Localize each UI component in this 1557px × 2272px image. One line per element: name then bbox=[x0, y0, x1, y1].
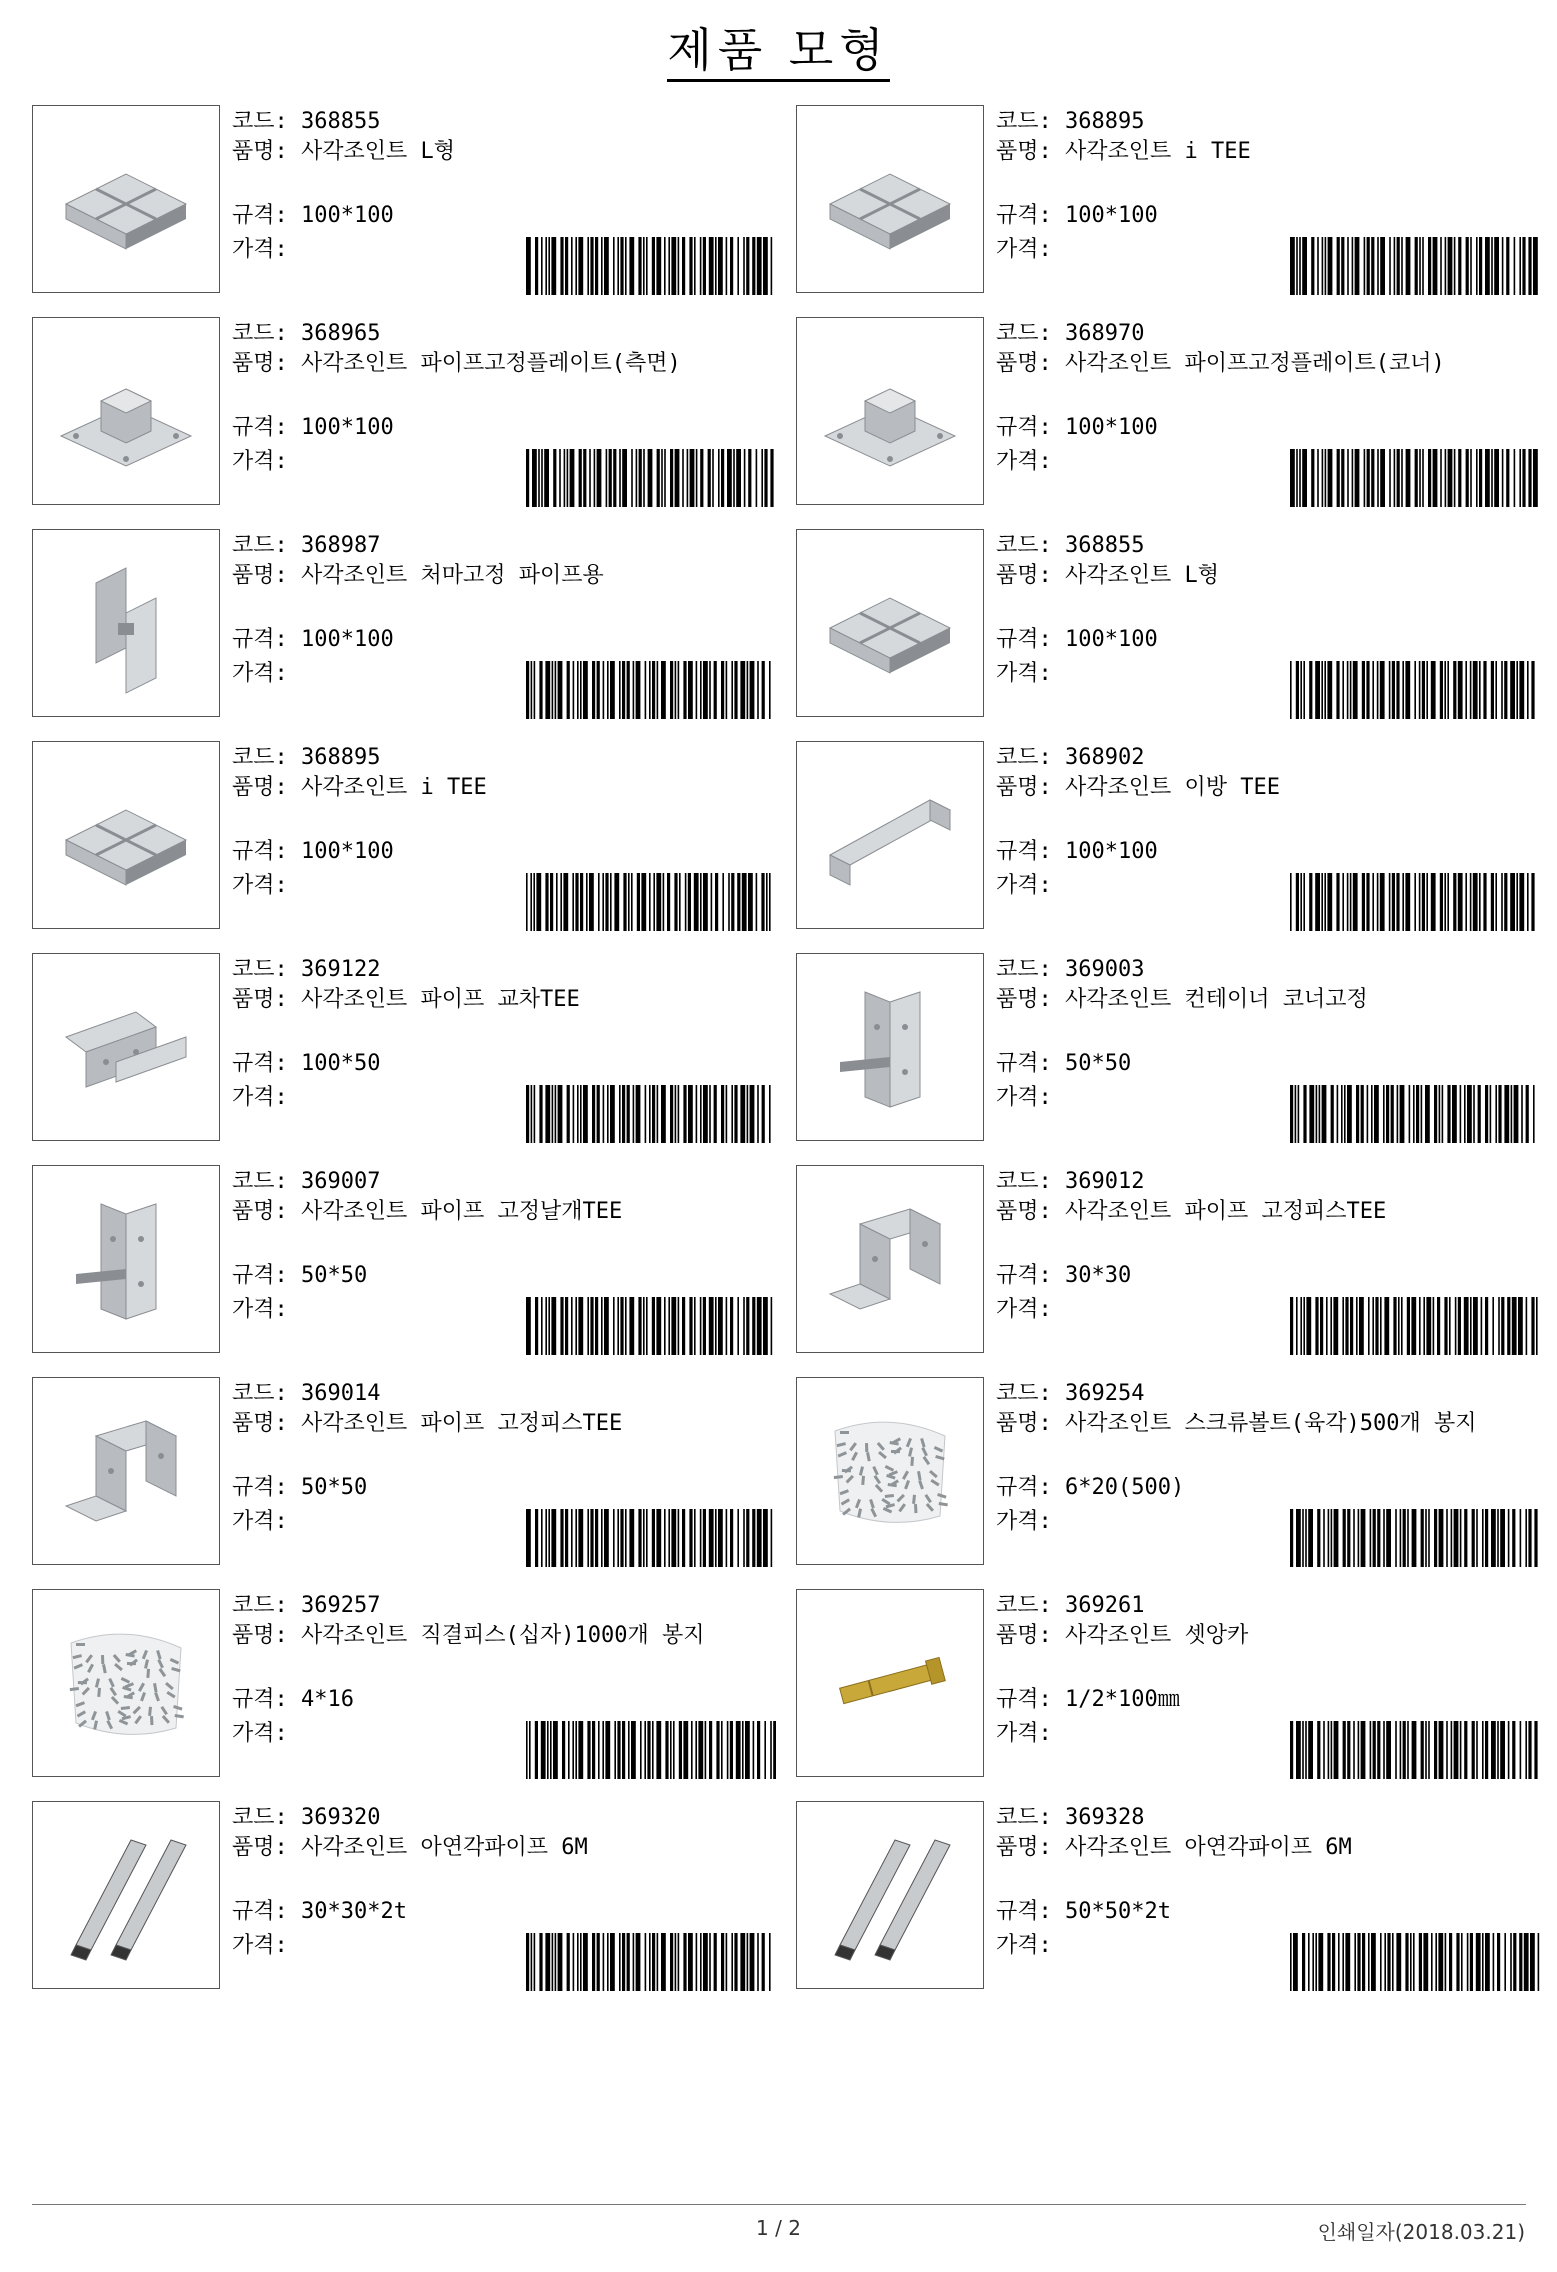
product-spec: 규격: 100*100 bbox=[232, 839, 394, 864]
product-spec: 규격: 30*30 bbox=[996, 1263, 1132, 1288]
product-name: 품명: 사각조인트 아연각파이프 6M bbox=[232, 1835, 588, 1860]
product-image bbox=[32, 317, 220, 505]
product-name: 품명: 사각조인트 파이프고정플레이트(측면) bbox=[232, 351, 681, 376]
product-code: 코드: 369003 bbox=[996, 957, 1145, 982]
product-card bbox=[796, 1589, 1541, 1779]
product-name: 품명: 사각조인트 파이프 교차TEE bbox=[232, 987, 580, 1012]
anchor-bolt-icon bbox=[810, 1603, 970, 1763]
product-spec: 규격: 100*50 bbox=[232, 1051, 381, 1076]
product-price: 가격: bbox=[232, 1297, 288, 1322]
l-joint-icon bbox=[46, 119, 206, 279]
square-pipe-icon bbox=[46, 1815, 206, 1975]
u-bracket-icon bbox=[46, 1391, 206, 1551]
product-image bbox=[32, 741, 220, 929]
product-code: 코드: 369261 bbox=[996, 1593, 1145, 1618]
product-card bbox=[32, 953, 777, 1143]
product-card bbox=[32, 529, 777, 719]
product-code: 코드: 368855 bbox=[232, 109, 381, 134]
barcode bbox=[1290, 237, 1540, 295]
barcode bbox=[526, 1721, 776, 1779]
product-name: 품명: 사각조인트 직결피스(십자)1000개 봉지 bbox=[232, 1623, 705, 1648]
product-image bbox=[32, 1165, 220, 1353]
product-price: 가격: bbox=[996, 661, 1052, 686]
product-name: 품명: 사각조인트 처마고정 파이프용 bbox=[232, 563, 604, 588]
product-image bbox=[796, 741, 984, 929]
product-card bbox=[796, 953, 1541, 1143]
product-name: 품명: 사각조인트 아연각파이프 6M bbox=[996, 1835, 1352, 1860]
barcode bbox=[1290, 1509, 1540, 1567]
barcode bbox=[1290, 661, 1540, 719]
plate-side-icon bbox=[46, 331, 206, 491]
barcode bbox=[526, 449, 776, 507]
product-name: 품명: 사각조인트 i TEE bbox=[996, 139, 1251, 164]
product-price: 가격: bbox=[996, 1933, 1052, 1958]
product-code: 코드: 368855 bbox=[996, 533, 1145, 558]
page-title: 제품 모형 bbox=[0, 14, 1557, 80]
product-card bbox=[796, 105, 1541, 295]
product-image bbox=[796, 317, 984, 505]
product-code: 코드: 369007 bbox=[232, 1169, 381, 1194]
product-image bbox=[796, 953, 984, 1141]
product-image bbox=[32, 1589, 220, 1777]
product-code: 코드: 369254 bbox=[996, 1381, 1145, 1406]
product-card bbox=[796, 1377, 1541, 1567]
product-price: 가격: bbox=[232, 1721, 288, 1746]
product-spec: 규격: 6*20(500) bbox=[996, 1475, 1185, 1500]
product-card bbox=[796, 741, 1541, 931]
product-name: 품명: 사각조인트 L형 bbox=[232, 139, 456, 164]
product-spec: 규격: 100*100 bbox=[232, 203, 394, 228]
product-code: 코드: 368895 bbox=[232, 745, 381, 770]
product-card bbox=[796, 1165, 1541, 1355]
product-name: 품명: 사각조인트 L형 bbox=[996, 563, 1220, 588]
product-price: 가격: bbox=[996, 1721, 1052, 1746]
product-spec: 규격: 100*100 bbox=[996, 203, 1158, 228]
product-code: 코드: 369320 bbox=[232, 1805, 381, 1830]
product-spec: 규격: 50*50 bbox=[996, 1051, 1132, 1076]
product-image bbox=[32, 1377, 220, 1565]
product-card bbox=[32, 317, 777, 507]
product-image bbox=[32, 953, 220, 1141]
product-card bbox=[32, 1801, 777, 1991]
product-code: 코드: 368902 bbox=[996, 745, 1145, 770]
square-pipe-icon bbox=[810, 1815, 970, 1975]
product-name: 품명: 사각조인트 i TEE bbox=[232, 775, 487, 800]
screw-bag-icon bbox=[810, 1391, 970, 1551]
product-name: 품명: 사각조인트 파이프 고정피스TEE bbox=[996, 1199, 1387, 1224]
product-spec: 규격: 4*16 bbox=[232, 1687, 354, 1712]
product-price: 가격: bbox=[232, 1085, 288, 1110]
barcode bbox=[526, 1933, 776, 1991]
barcode bbox=[526, 873, 776, 931]
product-card bbox=[32, 1589, 777, 1779]
barcode bbox=[526, 1085, 776, 1143]
product-price: 가격: bbox=[232, 1933, 288, 1958]
product-card bbox=[32, 1165, 777, 1355]
product-price: 가격: bbox=[996, 1297, 1052, 1322]
product-code: 코드: 369257 bbox=[232, 1593, 381, 1618]
product-spec: 규격: 100*100 bbox=[996, 839, 1158, 864]
product-image bbox=[796, 1165, 984, 1353]
product-code: 코드: 369122 bbox=[232, 957, 381, 982]
product-name: 품명: 사각조인트 이방 TEE bbox=[996, 775, 1280, 800]
product-spec: 규격: 1/2*100㎜ bbox=[996, 1687, 1180, 1712]
product-code: 코드: 369328 bbox=[996, 1805, 1145, 1830]
product-price: 가격: bbox=[232, 237, 288, 262]
product-name: 품명: 사각조인트 파이프 고정날개TEE bbox=[232, 1199, 623, 1224]
footer-divider bbox=[32, 2204, 1526, 2205]
product-spec: 규격: 50*50*2t bbox=[996, 1899, 1171, 1924]
product-price: 가격: bbox=[996, 449, 1052, 474]
product-code: 코드: 369014 bbox=[232, 1381, 381, 1406]
eave-bracket-icon bbox=[46, 543, 206, 703]
screw-bag-icon bbox=[46, 1603, 206, 1763]
product-image bbox=[32, 529, 220, 717]
container-corner-icon bbox=[810, 967, 970, 1127]
product-name: 품명: 사각조인트 파이프 고정피스TEE bbox=[232, 1411, 623, 1436]
u-bracket-icon bbox=[810, 1179, 970, 1339]
two-way-tee-icon bbox=[810, 755, 970, 915]
product-price: 가격: bbox=[996, 1509, 1052, 1534]
product-card bbox=[32, 105, 777, 295]
product-card bbox=[796, 317, 1541, 507]
i-tee-icon bbox=[810, 119, 970, 279]
print-date: 인쇄일자(2018.03.21) bbox=[1317, 2220, 1525, 2244]
barcode bbox=[526, 237, 776, 295]
barcode bbox=[1290, 1933, 1540, 1991]
barcode bbox=[526, 1297, 776, 1355]
product-name: 품명: 사각조인트 셋앙카 bbox=[996, 1623, 1249, 1648]
product-spec: 규격: 50*50 bbox=[232, 1475, 368, 1500]
wing-tee-icon bbox=[46, 1179, 206, 1339]
product-card bbox=[796, 1801, 1541, 1991]
barcode bbox=[1290, 873, 1540, 931]
product-code: 코드: 369012 bbox=[996, 1169, 1145, 1194]
product-code: 코드: 368965 bbox=[232, 321, 381, 346]
page-number: 1 / 2 bbox=[756, 2216, 801, 2240]
product-spec: 규격: 30*30*2t bbox=[232, 1899, 407, 1924]
barcode bbox=[1290, 449, 1540, 507]
product-spec: 규격: 100*100 bbox=[232, 415, 394, 440]
product-price: 가격: bbox=[996, 237, 1052, 262]
product-image bbox=[32, 1801, 220, 1989]
barcode bbox=[1290, 1721, 1540, 1779]
barcode bbox=[1290, 1085, 1540, 1143]
product-image bbox=[796, 1801, 984, 1989]
product-name: 품명: 사각조인트 컨테이너 코너고정 bbox=[996, 987, 1368, 1012]
barcode bbox=[1290, 1297, 1540, 1355]
product-spec: 규격: 100*100 bbox=[996, 627, 1158, 652]
barcode bbox=[526, 1509, 776, 1567]
product-price: 가격: bbox=[232, 873, 288, 898]
product-name: 품명: 사각조인트 스크류볼트(육각)500개 봉지 bbox=[996, 1411, 1477, 1436]
product-price: 가격: bbox=[996, 873, 1052, 898]
product-image bbox=[32, 105, 220, 293]
product-price: 가격: bbox=[232, 661, 288, 686]
barcode bbox=[526, 661, 776, 719]
cross-tee-icon bbox=[46, 967, 206, 1127]
product-image bbox=[796, 1377, 984, 1565]
product-price: 가격: bbox=[996, 1085, 1052, 1110]
product-code: 코드: 368895 bbox=[996, 109, 1145, 134]
product-image bbox=[796, 529, 984, 717]
product-code: 코드: 368970 bbox=[996, 321, 1145, 346]
product-spec: 규격: 100*100 bbox=[996, 415, 1158, 440]
plate-corner-icon bbox=[810, 331, 970, 491]
l-joint-icon bbox=[810, 543, 970, 703]
product-spec: 규격: 100*100 bbox=[232, 627, 394, 652]
product-price: 가격: bbox=[232, 449, 288, 474]
product-price: 가격: bbox=[232, 1509, 288, 1534]
product-image bbox=[796, 105, 984, 293]
product-name: 품명: 사각조인트 파이프고정플레이트(코너) bbox=[996, 351, 1445, 376]
i-tee-icon bbox=[46, 755, 206, 915]
product-card bbox=[796, 529, 1541, 719]
product-code: 코드: 368987 bbox=[232, 533, 381, 558]
product-card bbox=[32, 1377, 777, 1567]
product-card bbox=[32, 741, 777, 931]
product-image bbox=[796, 1589, 984, 1777]
product-spec: 규격: 50*50 bbox=[232, 1263, 368, 1288]
